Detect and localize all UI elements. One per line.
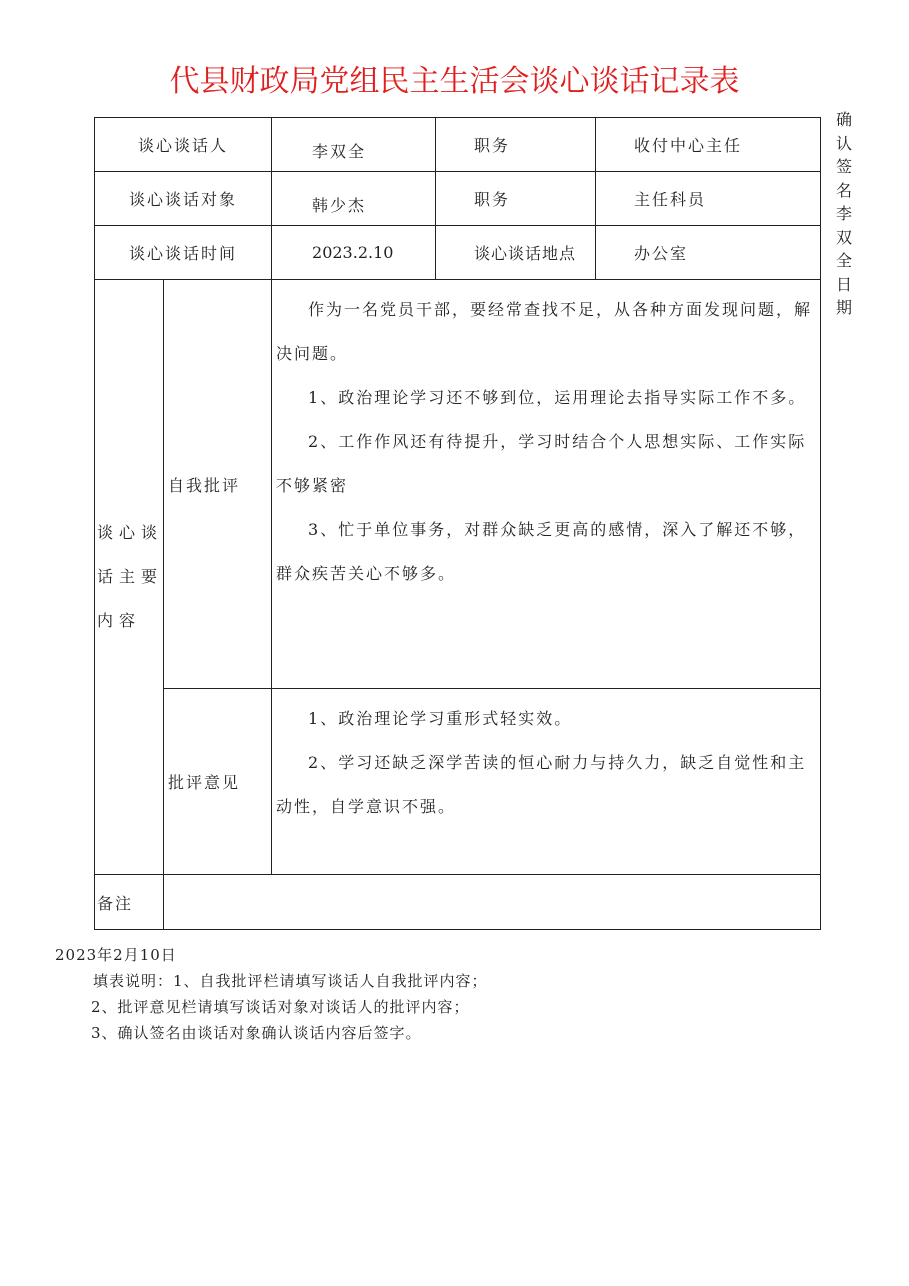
remark-label: 备注 [95,875,164,930]
table-row [95,226,821,280]
target-label: 谈心谈话对象 [95,172,272,226]
side-note-char: 确 [835,110,852,129]
critique-paragraph: 1、政治理论学习重形式轻实效。 [308,709,573,728]
talker-duty-value: 收付中心主任 [596,118,821,172]
side-note-char: 认 [835,133,852,153]
table-row [95,118,821,172]
place-value: 办公室 [596,226,821,280]
remark-value [164,875,821,930]
side-note-char: 李 [835,204,852,223]
footer-note-2: 2、批评意见栏请填写谈话对象对谈话人的批评内容； [91,998,470,1016]
side-note-char: 名 [835,180,852,200]
self-critique-paragraph: 2、工作作风还有待提升，学习时结合个人思想实际、工作实际不够紧密 [276,432,807,495]
critique-paragraph: 2、学习还缺乏深学苦读的恒心耐力与持久力，缺乏自觉性和主动性，自学意识不强。 [276,753,807,816]
main-content-label-cell [95,280,164,875]
critique-label: 批评意见 [164,689,272,875]
critique-content [272,689,821,875]
footer-date: 2023年2月10日 [55,946,177,964]
main-content-label: 谈心谈话主要内容 [97,523,164,630]
talker-label: 谈心谈话人 [95,118,272,172]
table-row [95,689,821,875]
record-table [94,117,821,930]
side-note-char: 日 [835,274,852,294]
table-row [95,280,821,689]
side-note-char: 全 [835,251,852,270]
page-title: 代县财政局党组民主生活会谈心谈话记录表 [169,64,740,99]
time-value: 2023.2.10 [272,226,436,280]
self-critique-paragraph: 作为一名党员干部，要经常查找不足，从各种方面发现问题，解决问题。 [276,300,813,363]
target-duty-value: 主任科员 [596,172,821,226]
table-row [95,172,821,226]
self-critique-paragraph: 1、政治理论学习还不够到位，运用理论去指导实际工作不多。 [308,388,807,407]
self-critique-paragraph: 3、忙于单位事务，对群众缺乏更高的感情，深入了解还不够，群众疾苦关心不够多。 [276,520,807,583]
place-label: 谈心谈话地点 [436,226,596,280]
side-note-char: 双 [835,227,852,247]
time-label: 谈心谈话时间 [95,226,272,280]
confirm-signature-note [834,108,854,320]
side-note-char: 期 [835,298,852,317]
footer-note-3: 3、确认签名由谈话对象确认谈话内容后签字。 [91,1024,422,1042]
self-critique-content [272,280,821,689]
footer-notes [55,942,488,1046]
self-critique-label: 自我批评 [164,280,272,689]
target-duty-label: 职务 [436,172,596,226]
table-row [95,875,821,930]
side-note-char: 签 [835,157,852,176]
footer-note-1: 填表说明：1、自我批评栏请填写谈话人自我批评内容； [93,972,488,990]
talker-duty-label: 职务 [436,118,596,172]
talker-value: 李双全 [272,118,436,172]
target-value: 韩少杰 [272,172,436,226]
